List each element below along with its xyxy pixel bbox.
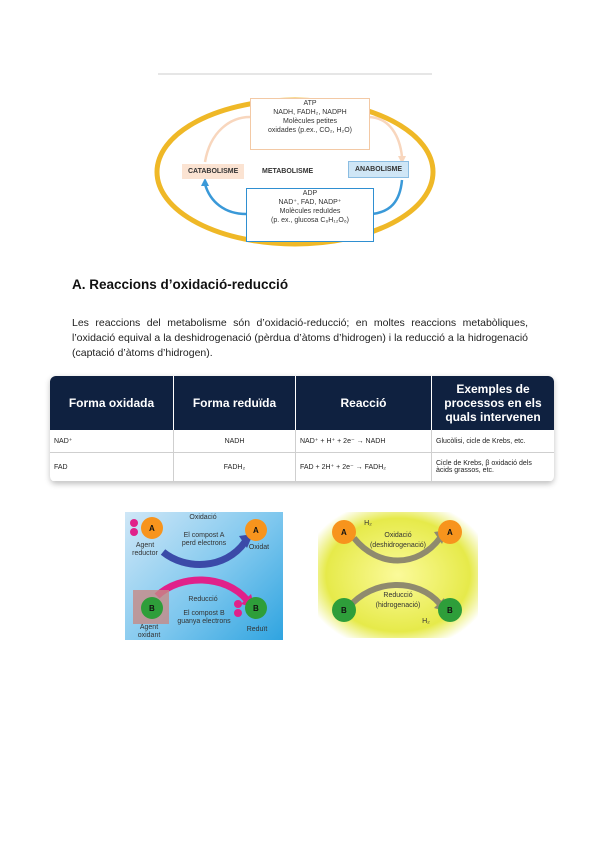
header-reduced: Forma reduïda <box>174 376 296 430</box>
top-products-box <box>250 98 370 150</box>
ball-b-right: B <box>253 604 259 613</box>
ball-a-left: A <box>149 524 155 533</box>
cell-examples: Cicle de Krebs, β oxidació dels àcids grassos, etc. <box>432 453 555 482</box>
anabolism-label: ANABOLISME <box>348 161 409 178</box>
h-oxidation-label: Oxidació <box>384 532 412 539</box>
catabolism-label: CATABOLISME <box>182 164 244 179</box>
reduction-desc <box>171 610 237 626</box>
top-line-3: Molècules petites <box>282 118 338 125</box>
top-line-2: NADH, FADH₂, NADPH <box>273 109 347 116</box>
reduction-label: Reducció <box>188 596 218 603</box>
h-oxidation-paren: (deshidrogenació) <box>369 542 427 549</box>
metabolism-figure <box>150 72 440 250</box>
bottom-line-3: Molècules reduïdes <box>279 208 341 215</box>
reduction-desc-2: guanya electrons <box>177 618 231 625</box>
cell-reduced: FADH₂ <box>174 453 296 482</box>
bottom-line-2: NAD⁺, FAD, NADP⁺ <box>278 199 342 206</box>
header-reaction: Reacció <box>296 376 432 430</box>
ball-a-right: A <box>253 526 259 535</box>
top-line-1: ATP <box>303 100 317 107</box>
agent-oxidant-label <box>129 624 169 640</box>
cell-reaction: FAD + 2H⁺ + 2e⁻ → FADH₂ <box>296 453 432 482</box>
oxidation-desc <box>171 532 237 548</box>
h2-bottom-label: H₂ <box>422 618 430 625</box>
oxidation-desc-1: El compost A <box>183 532 225 539</box>
cell-reaction: NAD⁺ + H⁺ + 2e⁻ → NADH <box>296 430 432 453</box>
redox-table <box>50 376 554 482</box>
bottom-line-4: (p. ex., glucosa C₆H₁₂O₆) <box>270 217 350 224</box>
h-ball-b-left: B <box>341 606 347 615</box>
agent-reductor-label <box>127 542 163 558</box>
h-ball-b-right: B <box>447 606 453 615</box>
h-ball-a-right: A <box>447 528 453 537</box>
h-ball-a-left: A <box>341 528 347 537</box>
table-row <box>50 430 554 453</box>
reduit-label: Reduït <box>246 626 268 633</box>
redox-hydrogen-graphic <box>318 512 478 638</box>
redox-electrons-figure <box>125 512 283 640</box>
reduction-desc-1: El compost B <box>183 610 225 617</box>
section-title: A. Reaccions d’oxidació-reducció <box>72 277 289 292</box>
table-header-row <box>50 376 554 430</box>
top-line-4: oxidades (p.ex., CO₂, H₂O) <box>267 127 353 134</box>
agent-oxidant-1: Agent <box>139 624 159 631</box>
section-paragraph: Les reaccions del metabolisme són d’oxidació-reducció; en moltes reaccions metabòliques, l’oxidació equival a la deshidrogenació (pèrdua d’àtoms d’hidrogen) i la reducció a la hidrogenació (captació d’àtoms d’hidrogen). <box>72 317 528 359</box>
cell-reduced: NADH <box>174 430 296 453</box>
cell-oxidized: NAD⁺ <box>50 430 174 453</box>
agent-reductor-2: reductor <box>132 550 158 557</box>
oxidation-label: Oxidació <box>189 514 217 521</box>
h-reduction-paren: (hidrogenació) <box>375 602 421 609</box>
oxidation-desc-2: perd electrons <box>181 540 227 547</box>
bottom-products-box <box>246 188 374 242</box>
header-examples: Exemples de processos en els quals intervenen <box>432 376 555 430</box>
oxidat-label: Oxidat <box>248 544 270 551</box>
h-reduction-label: Reducció <box>383 592 413 599</box>
cell-oxidized: FAD <box>50 453 174 482</box>
ball-b-left: B <box>149 604 155 613</box>
table-row <box>50 453 554 482</box>
agent-oxidant-2: oxidant <box>137 632 161 639</box>
redox-hydrogen-figure <box>318 512 478 638</box>
agent-reductor-1: Agent <box>135 542 155 549</box>
header-oxidized: Forma oxidada <box>50 376 174 430</box>
h2-top-label: H₂ <box>364 520 372 527</box>
metabolism-label: METABOLISME <box>262 168 314 175</box>
bottom-line-1: ADP <box>302 190 318 197</box>
cell-examples: Glucòlisi, cicle de Krebs, etc. <box>432 430 555 453</box>
